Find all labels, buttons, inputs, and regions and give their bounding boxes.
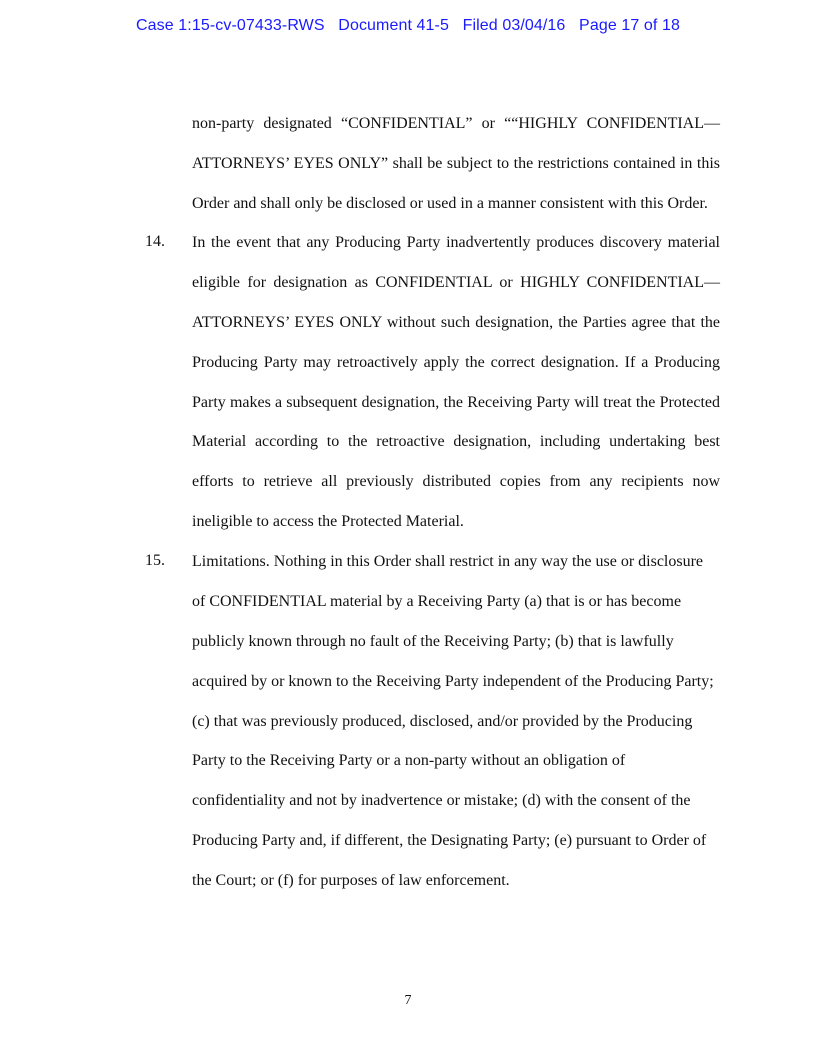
- text-line: eligible for designation as CONFIDENTIAL or HIGHLY CONFIDENTIAL—: [192, 273, 720, 291]
- text-line: efforts to retrieve all previously distributed copies from any recipients now: [192, 473, 720, 491]
- text-line: Party to the Receiving Party or a non-party without an obligation of: [192, 752, 626, 770]
- text-line: ATTORNEYS’ EYES ONLY” shall be subject to the restrictions contained in this: [192, 154, 720, 172]
- text-line: Party makes a subsequent designation, the Receiving Party will treat the Protected: [192, 393, 720, 411]
- paragraph-number-15: 15.: [145, 552, 165, 569]
- text-line: acquired by or known to the Receiving Party independent of the Producing Party;: [192, 672, 714, 690]
- text-line: the Court; or (f) for purposes of law enforcement.: [192, 872, 510, 890]
- paragraph-15: [192, 542, 720, 901]
- page-number: 7: [404, 993, 412, 1008]
- text-line: publicly known through no fault of the Receiving Party; (b) that is lawfully: [192, 632, 674, 650]
- text-line: confidentiality and not by inadvertence or mistake; (d) with the consent of the: [192, 792, 691, 810]
- paragraph-14: [192, 223, 720, 542]
- text-line: ineligible to access the Protected Material.: [192, 513, 464, 531]
- text-line: Material according to the retroactive designation, including undertaking best: [192, 433, 720, 451]
- text-line: Limitations. Nothing in this Order shall restrict in any way the use or disclosure: [192, 553, 704, 570]
- text-line: Producing Party may retroactively apply the correct designation. If a Producing: [192, 353, 720, 371]
- text-line: non-party designated “CONFIDENTIAL” or ““HIGHLY CONFIDENTIAL—: [192, 115, 720, 132]
- paragraph-number-14: 14.: [145, 233, 165, 250]
- text-line: In the event that any Producing Party inadvertently produces discovery material: [192, 234, 720, 251]
- text-line: (c) that was previously produced, disclosed, and/or provided by the Producing: [192, 712, 693, 730]
- text-line: of CONFIDENTIAL material by a Receiving Party (a) that is or has become: [192, 592, 682, 610]
- continuation-paragraph: [192, 104, 720, 224]
- case-header: Case 1:15-cv-07433-RWS Document 41-5 Filed 03/04/16 Page 17 of 18: [136, 17, 680, 34]
- text-line: Producing Party and, if different, the Designating Party; (e) pursuant to Order of: [192, 832, 707, 850]
- text-line: Order and shall only be disclosed or used in a manner consistent with this Order.: [192, 194, 708, 212]
- text-line: ATTORNEYS’ EYES ONLY without such designation, the Parties agree that the: [192, 313, 720, 331]
